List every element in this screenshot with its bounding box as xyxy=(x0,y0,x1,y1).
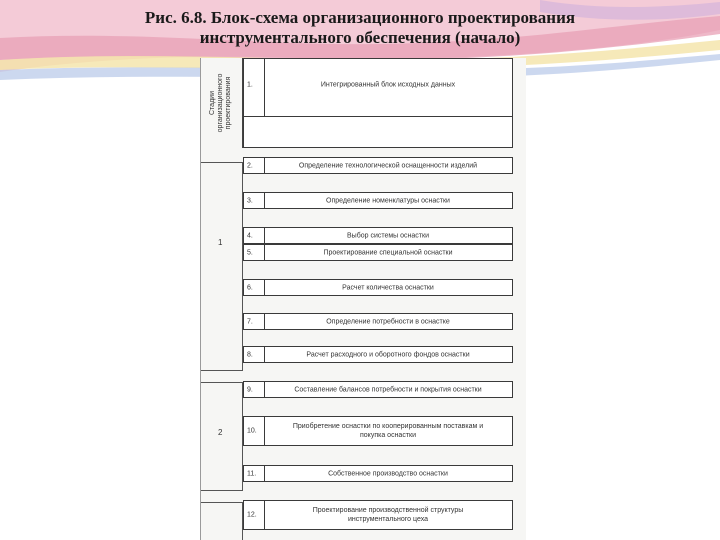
box-4-number: 4. xyxy=(247,232,253,239)
box-9-divider xyxy=(264,382,265,397)
box-10-number: 10. xyxy=(247,427,257,435)
box-9-text: Составление балансов потребности и покрытия оснастки xyxy=(294,386,482,393)
box-6-divider xyxy=(264,280,265,295)
flow-box-12 xyxy=(243,500,513,530)
box-4-text: Выбор системы оснастки xyxy=(347,232,429,239)
box-10-text-line-1: Приобретение оснастки по кооперированным поставкам и xyxy=(292,423,484,430)
box-1-inner-line xyxy=(244,116,512,117)
flow-box-11 xyxy=(243,465,513,482)
box-5-text: Проектирование специальной оснастки xyxy=(323,249,453,256)
box-8-text: Расчет расходного и оборотного фондов оснастки xyxy=(306,351,470,358)
box-12-divider xyxy=(264,501,265,529)
flow-box-4 xyxy=(243,227,513,244)
box-6-text: Расчет количества оснастки xyxy=(342,284,434,291)
flow-box-7 xyxy=(243,313,513,330)
box-2-divider xyxy=(264,158,265,173)
box-9-number: 9. xyxy=(247,386,253,393)
box-7-divider xyxy=(264,314,265,329)
box-8-number: 8. xyxy=(247,351,253,358)
flow-box-2 xyxy=(243,157,513,174)
phase-2-label: 2 xyxy=(218,428,223,437)
box-11-text: Собственное производство оснастки xyxy=(328,470,448,477)
box-10-text xyxy=(266,422,510,440)
box-3-text: Определение номенклатуры оснастки xyxy=(326,197,450,204)
flow-box-8 xyxy=(243,346,513,363)
box-1-number: 1. xyxy=(247,81,253,89)
box-4-divider xyxy=(264,228,265,243)
stage-header-line-3: проектирования xyxy=(225,76,232,130)
slide-title xyxy=(60,8,660,48)
box-12-number: 12. xyxy=(247,511,257,519)
stage-header-line-2: организационного xyxy=(217,73,224,133)
box-12-text xyxy=(266,506,510,524)
phase-3-top-line xyxy=(201,502,243,503)
flow-box-9 xyxy=(243,381,513,398)
box-5-number: 5. xyxy=(247,249,253,256)
box-3-divider xyxy=(264,193,265,208)
stage-header-text xyxy=(209,74,233,133)
stage-header-line-1: Стадии xyxy=(209,91,216,115)
flow-box-1 xyxy=(243,58,513,148)
flow-box-3 xyxy=(243,192,513,209)
phase-1-bottom-line xyxy=(201,370,243,371)
box-7-text: Определение потребности в оснастке xyxy=(326,318,450,325)
phase-1-top-line xyxy=(201,162,243,163)
box-11-number: 11. xyxy=(247,470,257,477)
phase-1-label: 1 xyxy=(218,238,223,247)
box-12-text-line-2: инструментального цеха xyxy=(347,516,429,523)
box-2-number: 2. xyxy=(247,162,253,169)
flow-box-6 xyxy=(243,279,513,296)
box-1-text: Интегрированный блок исходных данных xyxy=(320,81,456,89)
title-line-1: Рис. 6.8. Блок-схема организационного проектирования xyxy=(144,8,576,27)
flow-box-10 xyxy=(243,416,513,446)
title-line-2: инструментального обеспечения (начало) xyxy=(199,28,521,47)
box-10-divider xyxy=(264,417,265,445)
box-3-number: 3. xyxy=(247,197,253,204)
box-5-divider xyxy=(264,245,265,260)
flow-box-5 xyxy=(243,244,513,261)
phase-2-bottom-line xyxy=(201,490,243,491)
box-2-text: Определение технологической оснащенности изделий xyxy=(298,162,478,169)
phase-2-top-line xyxy=(201,382,243,383)
box-12-text-line-1: Проектирование производственной структуры xyxy=(312,507,464,514)
box-11-divider xyxy=(264,466,265,481)
box-10-text-line-2: покупка оснастки xyxy=(360,432,416,439)
box-1-divider xyxy=(264,59,265,116)
box-7-number: 7. xyxy=(247,318,253,325)
box-6-number: 6. xyxy=(247,284,253,291)
box-8-divider xyxy=(264,347,265,362)
